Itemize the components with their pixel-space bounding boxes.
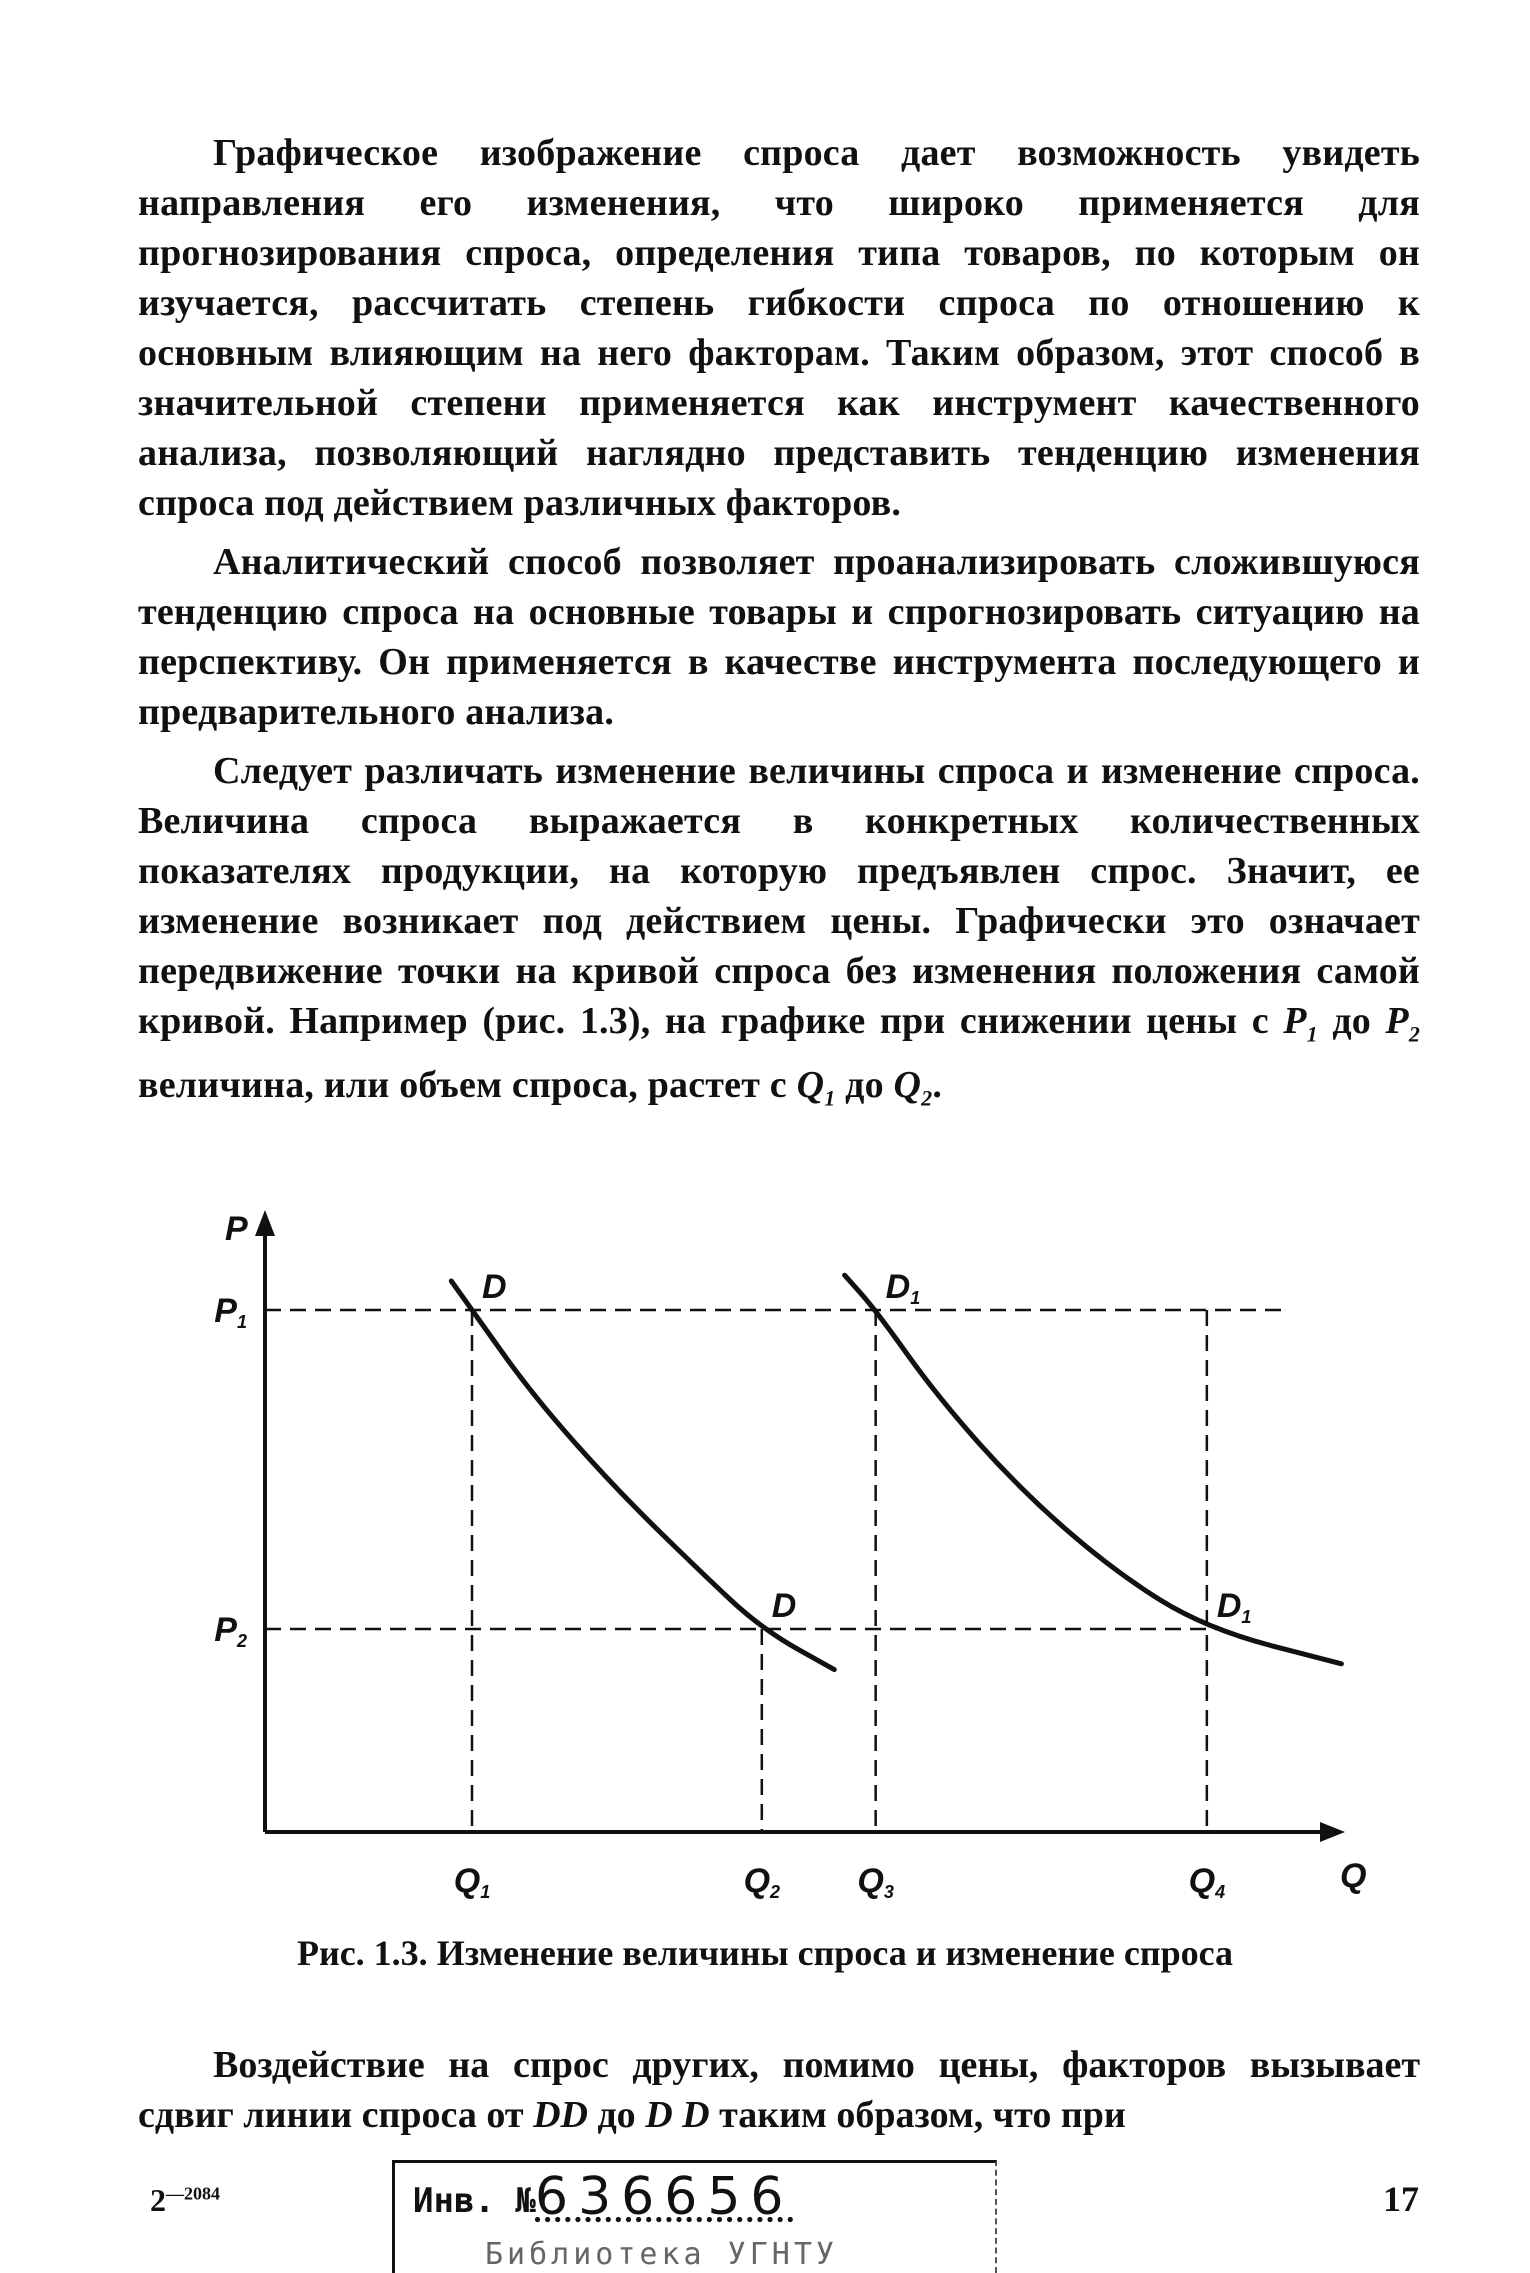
sub-q1: 1 (824, 1085, 836, 1111)
signature-number: 2 (150, 2182, 166, 2218)
paragraph-4-end: таким образом, что при (719, 2094, 1126, 2136)
period: . (932, 1063, 943, 1106)
word-to-3: до (597, 2094, 636, 2136)
library-stamp (392, 2160, 997, 2273)
y-tick-p1: P1 (214, 1292, 247, 1332)
symbol-d1d1: D D (645, 2094, 710, 2136)
curve-label-4: D1 (1216, 1587, 1252, 1627)
paragraph-4 (138, 2040, 1420, 2140)
paragraph-3-mid: выражается в конкретных количественных показателях продукции, на которую предъявлен спрос. Значит, ее изменение возникает под действием цены. Графически это означает передвижение точки на кривой спроса без изменения положения самой кривой. Например (рис. 1.3), на графике при снижении цены с (138, 800, 1421, 1042)
caption-text: Изменение величины спроса и изменение спроса (436, 1933, 1234, 1973)
paragraph-3 (138, 746, 1420, 1123)
caption-label: Рис. 1.3. (296, 1933, 428, 1973)
x-axis-label: Q (1340, 1857, 1367, 1895)
demand-curve-d1 (845, 1275, 1342, 1664)
curve-label-3: D1 (885, 1268, 921, 1308)
sub-2: 2 (1408, 1021, 1421, 1047)
symbol-q: Q (796, 1063, 825, 1106)
x-tick-q4: Q4 (1188, 1862, 1226, 1900)
symbol-q2: Q (893, 1063, 922, 1106)
sub-q2: 2 (921, 1085, 933, 1111)
signature-sup: —2084 (166, 2183, 220, 2204)
paragraph-4-start: Воздействие на спрос других, помимо цены, факторов вызывает сдвиг линии спроса от (138, 2044, 1420, 2136)
signature-mark (150, 2182, 220, 2219)
x-axis-arrow (1320, 1822, 1345, 1842)
word-to-2: до (845, 1063, 884, 1106)
paragraph-1: Графическое изображение спроса дает возможность увидеть направления его изменения, что широко применяется для прогнозирования спроса, определения типа товаров, по которым он изучается, рассчитать степень гибкости спроса по отношению к основным влияющим на него факторам. Таким образом, этот способ в значительной степени применяется как инструмент качественного анализа, позволяющий наглядно представить тенденцию изменения спроса под действием различных факторов. (138, 132, 1420, 524)
x-tick-q2: Q2 (743, 1862, 781, 1900)
inventory-number: 636656 (535, 2167, 794, 2227)
body-text (138, 128, 1420, 1132)
demand-chart (180, 1200, 1400, 1900)
symbol-p2: P (1385, 1000, 1409, 1042)
paragraph-2: Аналитический способ позволяет проанализировать сложившуюся тенденцию спроса на основные товары и спрогнозировать ситуацию на перспективу. Он применяется в качестве инструмента последующего и предварительного анализа. (138, 541, 1420, 733)
sub-1: 1 (1306, 1021, 1318, 1047)
x-tick-q3: Q3 (857, 1862, 894, 1900)
word-to: до (1332, 1000, 1371, 1042)
symbol-p: P (1283, 1000, 1307, 1042)
x-tick-q1: Q1 (453, 1862, 491, 1900)
paragraph-3-mid2: величина, или объем спроса, растет с (138, 1063, 787, 1106)
paragraph-3-start: Следует различать изменение величины спроса и изменение спроса. (213, 750, 1420, 792)
curve-label-2: D (771, 1587, 797, 1625)
y-axis-label: P (225, 1210, 248, 1248)
library-name: Библиотека УГНТУ (485, 2237, 838, 2272)
y-tick-p2: P2 (214, 1611, 247, 1651)
figure-caption (0, 1932, 1530, 1974)
symbol-dd: DD (533, 2094, 588, 2136)
y-axis-arrow (255, 1210, 275, 1236)
term-demand-quantity: Величина спроса (138, 800, 478, 842)
curve-label-1: D (482, 1268, 507, 1306)
inventory-label: Инв. № (413, 2181, 536, 2221)
page-number: 17 (1383, 2179, 1419, 2219)
